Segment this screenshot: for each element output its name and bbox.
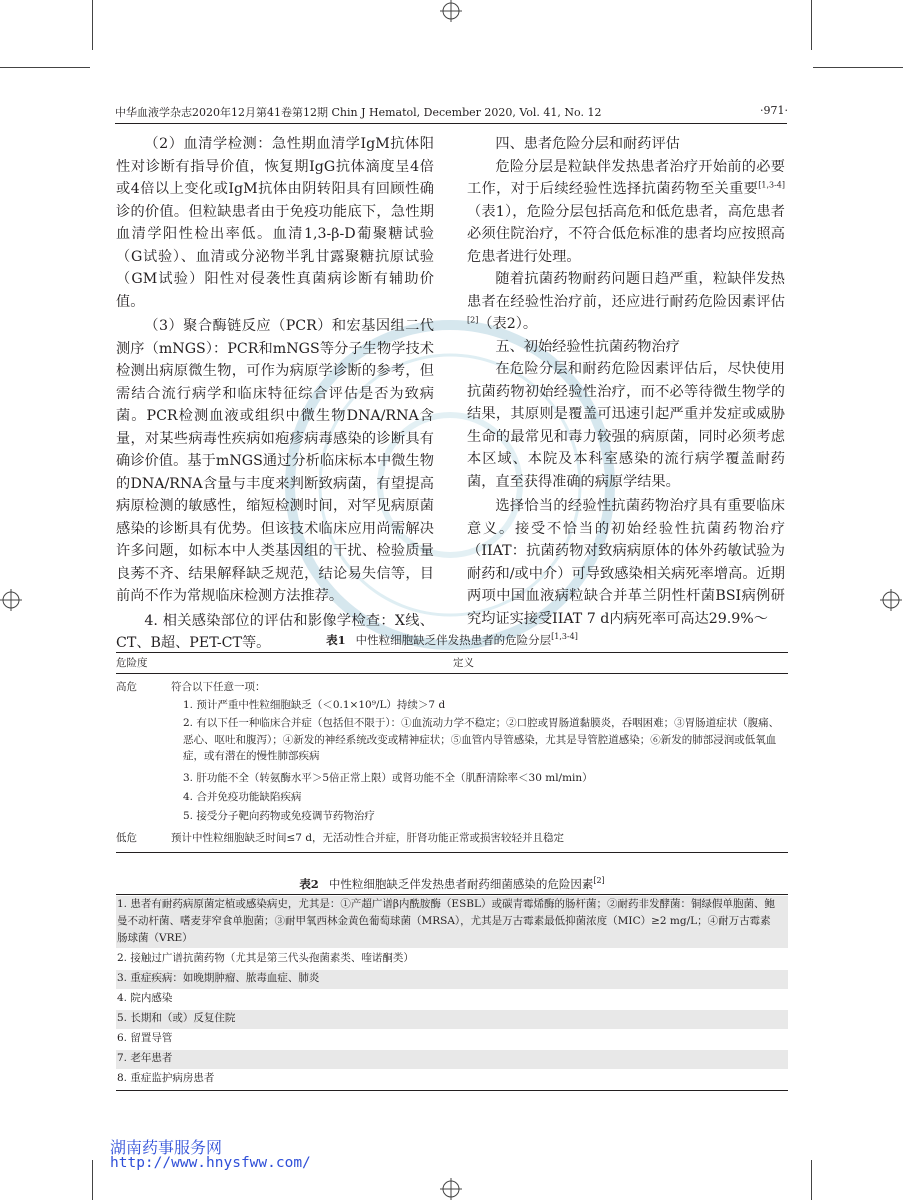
footer-site-url[interactable]: http://www.hnysfww.com/ bbox=[110, 1155, 311, 1171]
registration-mark-left bbox=[0, 589, 22, 611]
table1-header-rule bbox=[116, 673, 788, 674]
crop-mark-top-right-v bbox=[811, 0, 812, 50]
citation: [2] bbox=[467, 315, 479, 325]
footer-site-name: 湖南药事服务网 bbox=[110, 1138, 223, 1157]
table1-header-risk: 危险度 bbox=[116, 657, 148, 669]
paragraph-initial-therapy: 在危险分层和耐药危险因素评估后，尽快使用抗菌药物初始经验性治疗，而不必等待微生物学的结果，其原则是覆盖可迅速引起严重并发症或威胁生命的最常见和毒力较强的病原菌，同时必须考虑本区域、本院及本科室感染的流行病学覆盖耐药菌，直至获得准确的病原学结果。 bbox=[467, 361, 785, 490]
table2-row: 8. 重症监护病房患者 bbox=[117, 1072, 215, 1084]
paragraph-pcr-mngs: （3）聚合酶链反应（PCR）和宏基因组二代测序（mNGS）：PCR和mNGS等分子生物学技术检测出病原微生物，可作为病原学诊断的参考，但需结合流行病学和临床特征综合评估是否为致病菌。PCR检测血液或组织中微生物DNA/RNA含量，对某些病毒性疾病如疱疹病毒感染的诊断具有确诊价值。基于mNGS通过分析临床标本中微生物的DNA/RNA含量与丰度来判断致病菌，有望提高病原检测的敏感性，缩短检测时间，对罕见病原菌感染的诊断具有优势。但该技术临床应用尚需解决许多问题，如标本中人类基因组的干扰、检验质量良莠不齐、结果解释缺乏规范，结论易失信等，目前尚不作为常规临床检测方法推荐。 bbox=[116, 318, 434, 604]
table2-row: 7. 老年患者 bbox=[116, 1050, 788, 1069]
paragraph-resistance-assessment: 随着抗菌药物耐药问题日趋严重，粒缺伴发热患者在经验性治疗前，还应进行耐药危险因素评估[2]（表2）。 bbox=[467, 271, 785, 332]
table1-high-intro: 符合以下任意一项： bbox=[171, 681, 266, 693]
table2-label: 表2 bbox=[299, 877, 319, 891]
table1-low-label: 低危 bbox=[116, 832, 137, 844]
crop-mark-top-right bbox=[813, 67, 903, 68]
left-column bbox=[116, 133, 434, 655]
table2-row: 5. 长期和（或）反复住院 bbox=[116, 1010, 788, 1029]
table1-low-definition: 预计中性粒细胞缺乏时间≤7 d，无活动性合并症，肝肾功能正常或损害较轻并且稳定 bbox=[171, 832, 565, 844]
crop-mark-bottom-right-v bbox=[811, 1160, 812, 1200]
table2-caption bbox=[116, 876, 788, 892]
citation: [2] bbox=[593, 876, 605, 886]
registration-mark-right bbox=[880, 589, 902, 611]
table2-row: 2. 接触过广谱抗菌药物（尤其是第三代头孢菌素类、喹诺酮类） bbox=[117, 952, 414, 964]
table1-label: 表1 bbox=[326, 633, 346, 647]
registration-mark-bottom bbox=[440, 1178, 462, 1200]
section-5-heading: 五、初始经验性抗菌药物治疗 bbox=[495, 338, 680, 355]
registration-mark-top bbox=[440, 0, 462, 22]
header-rule bbox=[115, 123, 787, 124]
table2-row: 4. 院内感染 bbox=[117, 992, 173, 1004]
table1-high-item: 1. 预计严重中性粒细胞缺乏（＜0.1×10⁹/L）持续＞7 d bbox=[183, 699, 446, 711]
table2-row: 1. 患者有耐药病原菌定植或感染病史，尤其是：①产超广谱β内酰胺酶（ESBL）或碳青霉烯酶的肠杆菌；②耐药非发酵菌：铜绿假单胞菌、鲍曼不动杆菌、嗜麦芽窄食单胞菌；③耐甲氧西林金黄色葡萄球菌（MRSA），尤其是万古霉素最低抑菌浓度（MIC）≥2 mg/L；④耐万古霉素肠球菌（VRE） bbox=[116, 896, 788, 948]
table1-header-definition: 定义 bbox=[453, 657, 474, 669]
table1-top-rule bbox=[116, 652, 788, 653]
table2-top-rule bbox=[116, 894, 788, 895]
table1-high-label: 高危 bbox=[116, 681, 137, 693]
table2-row: 3. 重症疾病：如晚期肿瘤、脓毒血症、肺炎 bbox=[116, 970, 788, 989]
citation: [1,3-4] bbox=[758, 180, 785, 190]
section-4-heading: 四、患者危险分层和耐药评估 bbox=[495, 136, 680, 152]
table1-title: 中性粒细胞缺乏伴发热患者的危险分层 bbox=[355, 633, 552, 647]
crop-mark-bottom-left-v bbox=[92, 1160, 93, 1200]
table2-row: 6. 留置导管 bbox=[117, 1032, 173, 1044]
table1-high-item: 4. 合并免疫功能缺陷疾病 bbox=[183, 791, 302, 803]
table2-title: 中性粒细胞缺乏伴发热患者耐药细菌感染的危险因素 bbox=[328, 877, 594, 891]
table1-high-item: 5. 接受分子靶向药物或免疫调节药物治疗 bbox=[183, 810, 375, 822]
table1-bottom-rule bbox=[116, 852, 788, 853]
table1-high-item: 3. 肝功能不全（转氨酶水平＞5倍正常上限）或肾功能不全（肌酐清除率＜30 ml/min） bbox=[183, 772, 593, 784]
table1-caption bbox=[116, 632, 788, 648]
crop-mark-top-left-v bbox=[92, 0, 93, 50]
crop-mark-top-left bbox=[0, 67, 90, 68]
paragraph-imaging: 4. 相关感染部位的评估和影像学检查：X线、CT、B超、PET-CT等。 bbox=[116, 612, 434, 651]
running-header bbox=[115, 104, 788, 122]
paragraph-serology: （2）血清学检测：急性期血清学IgM抗体阳性对诊断有指导价值，恢复期IgG抗体滴度呈4倍或4倍以上变化或IgM抗体由阴转阳具有回顾性确诊的价值。但粒缺患者由于免疫功能底下，急性期血清学阳性检出率低。血清1,3-β-D葡聚糖试验（G试验）、血清或分泌物半乳甘露聚糖抗原试验（GM试验）阳性对侵袭性真菌病诊断有辅助价值。 bbox=[116, 136, 434, 310]
paragraph-iiat: 选择恰当的经验性抗菌药物治疗具有重要临床意义。接受不恰当的初始经验性抗菌药物治疗（IIAT：抗菌药物对致病病原体的体外药敏试验为耐药和/或中介）可导致感染相关病死率增高。近期两项中国血液病粒缺合并革兰阴性杆菌BSI病例研究均证实接受IIAT 7 d内病死率可高达29.9%～ bbox=[467, 498, 785, 627]
paragraph-risk-stratification: 危险分层是粒缺伴发热患者治疗开始前的必要工作，对于后续经验性选择抗菌药物至关重要[1,3-4]（表1），危险分层包括高危和低危患者，高危患者必须住院治疗，不符合低危标准的患者均应按照高危患者进行处理。 bbox=[467, 158, 785, 265]
right-column bbox=[467, 133, 785, 630]
journal-info: 中华血液学杂志2020年12月第41卷第12期 Chin J Hematol, December 2020, Vol. 41, No. 12 bbox=[115, 106, 602, 119]
table1-high-item: 2. 有以下任一种临床合并症（包括但不限于）：①血流动力学不稳定；②口腔或胃肠道黏膜炎，吞咽困难；③胃肠道症状（腹痛、恶心、呕吐和腹泻）；④新发的神经系统改变或精神症状；⑤血管内导管感染，尤其是导管腔道感染；⑥新发的肺部浸润或低氧血症，或有潜在的慢性肺部疾病 bbox=[183, 717, 780, 762]
citation: [1,3-4] bbox=[551, 632, 578, 642]
page-number: ·971· bbox=[760, 104, 788, 117]
table2-bottom-rule bbox=[116, 1090, 788, 1091]
